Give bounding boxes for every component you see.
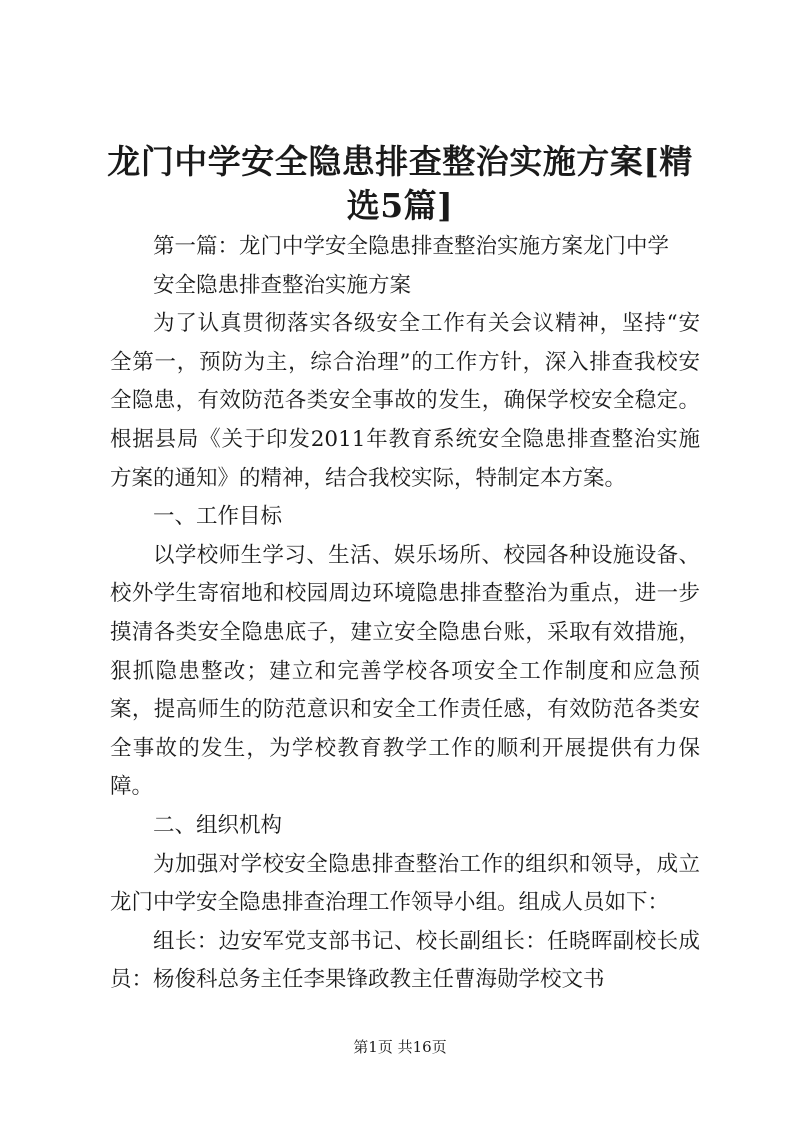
- paragraph-goals: 以学校师生学习、生活、娱乐场所、校园各种设施设备、校外学生寄宿地和校园周边环境隐患排查整治为重点，进一步摸清各类安全隐患底子，建立安全隐患台账，采取有效措施，狠抓隐患整改；建立和完善学校各项安全工作制度和应急预案，提高师生的防范意识和安全工作责任感，有效防范各类安全事故的发生，为学校教育教学工作的顺利开展提供有力保障。: [110, 542, 700, 800]
- document-title: 龙门中学安全隐患排查整治实施方案[精选5篇]: [107, 142, 693, 225]
- paragraph-intro: 为了认真贯彻落实各级安全工作有关会议精神，坚持“安全第一，预防为主，综合治理”的工作方针，深入排查我校安全隐患，有效防范各类安全事故的发生，确保学校安全稳定。根据县局《关于印发2011年教育系统安全隐患排查整治实施方案的通知》的精神，结合我校实际，特制定本方案。: [110, 311, 700, 491]
- paragraph-members: 组长：边安军党支部书记、校长副组长：任晓晖副校长成员：杨俊科总务主任李果锋政教主任曹海勋学校文书: [110, 928, 700, 993]
- document-body: [110, 228, 700, 1000]
- section-heading-goals: 一、工作目标: [153, 504, 283, 530]
- paragraph-first-article-heading: 第一篇：龙门中学安全隐患排查整治实施方案龙门中学: [153, 234, 670, 259]
- page-number-footer: 第1页 共16页: [353, 1038, 447, 1056]
- section-heading-organization: 二、组织机构: [153, 812, 283, 838]
- paragraph-organization: 为加强对学校安全隐患排查整治工作的组织和领导，成立龙门中学安全隐患排查治理工作领导小组。组成人员如下：: [110, 851, 700, 916]
- paragraph-subtitle: 安全隐患排查整治实施方案: [153, 272, 412, 298]
